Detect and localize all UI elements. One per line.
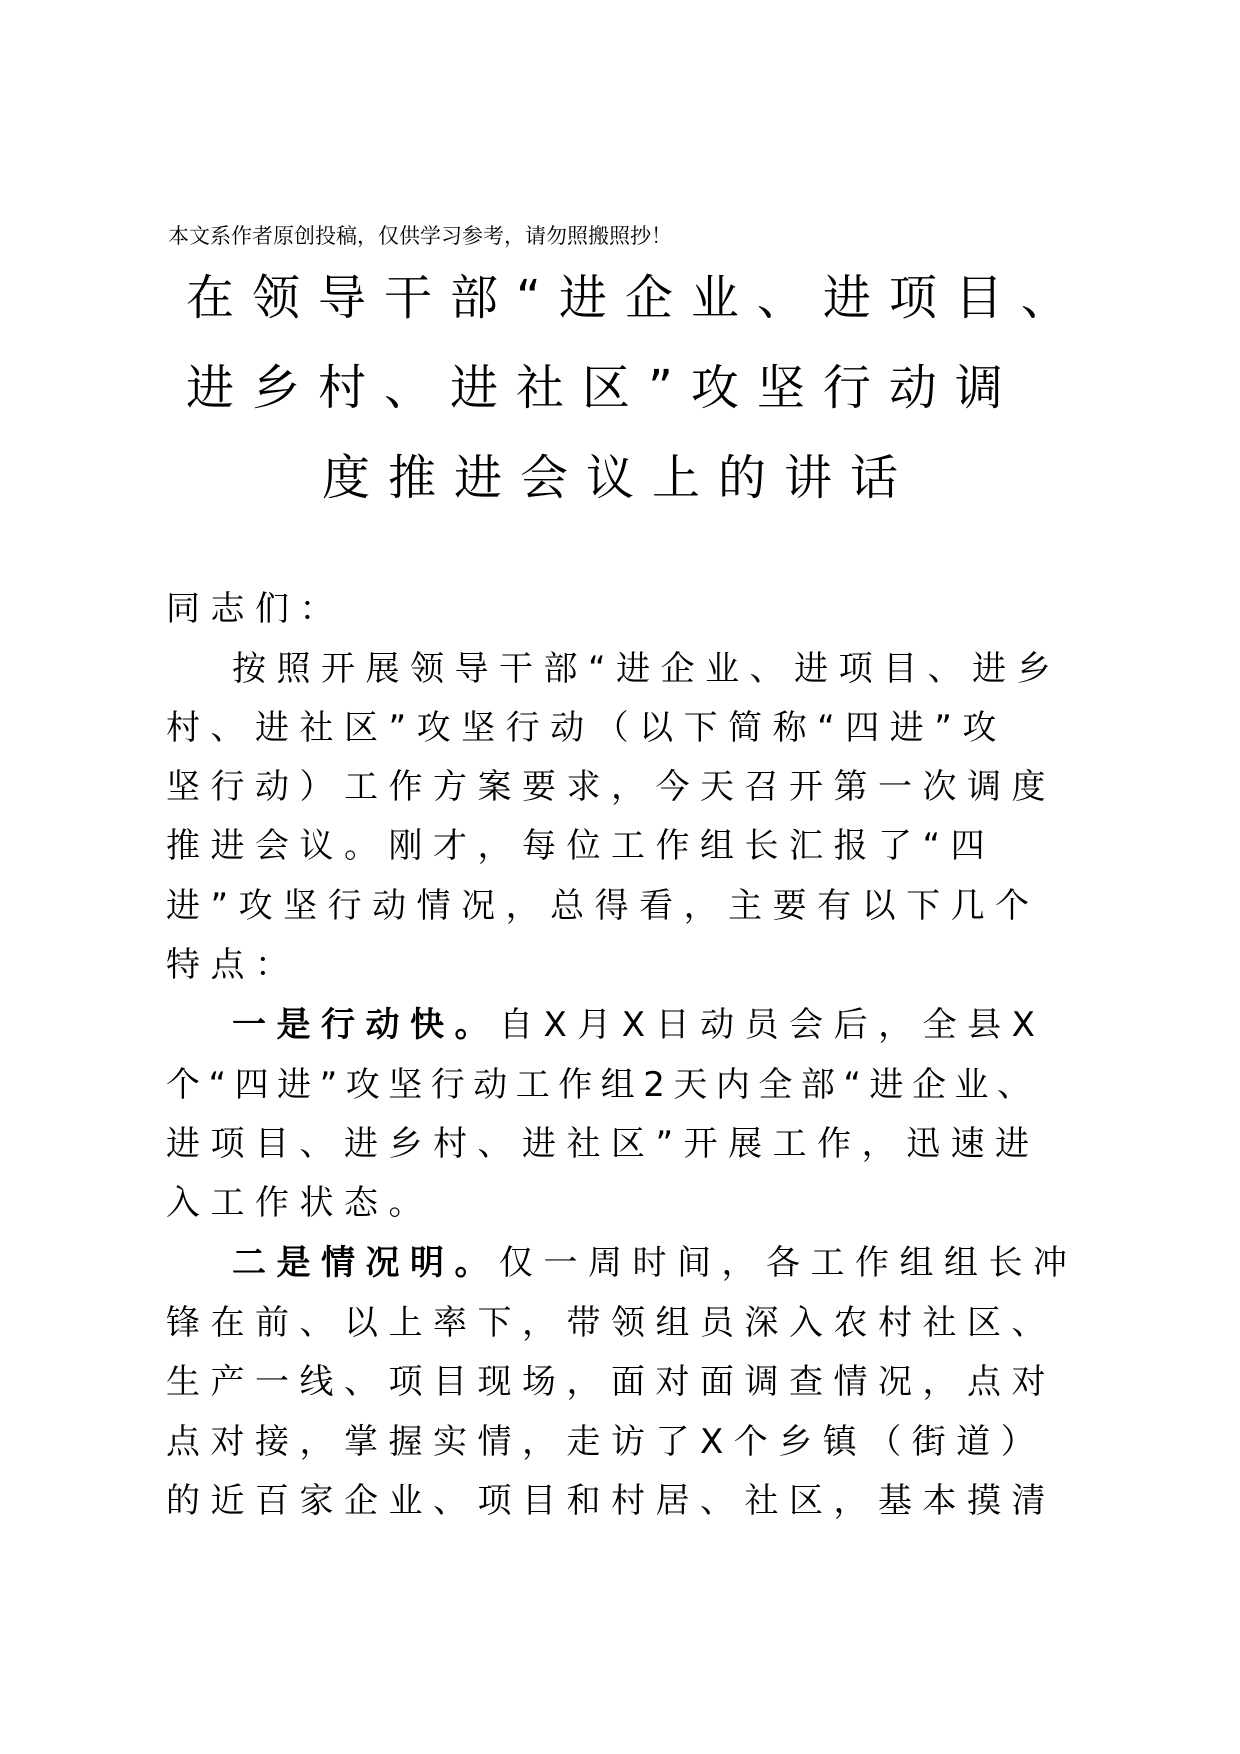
- salutation: 同志们：: [166, 589, 344, 629]
- paragraph-line: [232, 1240, 1078, 1286]
- title-line-3: 度推进会议上的讲话: [322, 450, 917, 506]
- point-lead: 二是情况明。: [232, 1243, 499, 1283]
- point-text: 自X月X日动员会后，全县X: [499, 1005, 1046, 1045]
- copyright-notice: 本文系作者原创投稿，仅供学习参考，请勿照搬照抄！: [168, 224, 672, 248]
- paragraph-line: 推进会议。刚才，每位工作组长汇报了“四: [166, 826, 996, 866]
- paragraph-line: 的近百家企业、项目和村居、社区，基本摸清: [166, 1481, 1056, 1521]
- point-text: 仅一周时间，各工作组组长冲: [499, 1243, 1078, 1283]
- paragraph-line: 个“四进”攻坚行动工作组2天内全部“进企业、: [166, 1065, 1040, 1105]
- paragraph-line: 坚行动）工作方案要求，今天召开第一次调度: [166, 767, 1056, 807]
- title-line-2: 进乡村、进社区”攻坚行动调: [186, 360, 1021, 416]
- paragraph-line: 按照开展领导干部“进企业、进项目、进乡: [232, 649, 1062, 689]
- paragraph-line: 生产一线、项目现场，面对面调查情况，点对: [166, 1362, 1056, 1402]
- paragraph-line: [232, 1002, 1045, 1048]
- paragraph-line: 入工作状态。: [166, 1183, 433, 1223]
- title-line-1: 在领导干部“进企业、进项目、: [186, 270, 1087, 326]
- point-lead: 一是行动快。: [232, 1005, 499, 1045]
- paragraph-line: 进项目、进乡村、进社区”开展工作，迅速进: [166, 1124, 1040, 1164]
- paragraph-line: 村、进社区”攻坚行动（以下简称“四进”攻: [166, 708, 1007, 748]
- paragraph-line: 特点：: [166, 945, 300, 985]
- paragraph-line: 点对接，掌握实情，走访了X个乡镇（街道）: [166, 1422, 1046, 1462]
- paragraph-line: 进”攻坚行动情况，总得看，主要有以下几个: [166, 886, 1040, 926]
- paragraph-line: 锋在前、以上率下，带领组员深入农村社区、: [166, 1303, 1056, 1343]
